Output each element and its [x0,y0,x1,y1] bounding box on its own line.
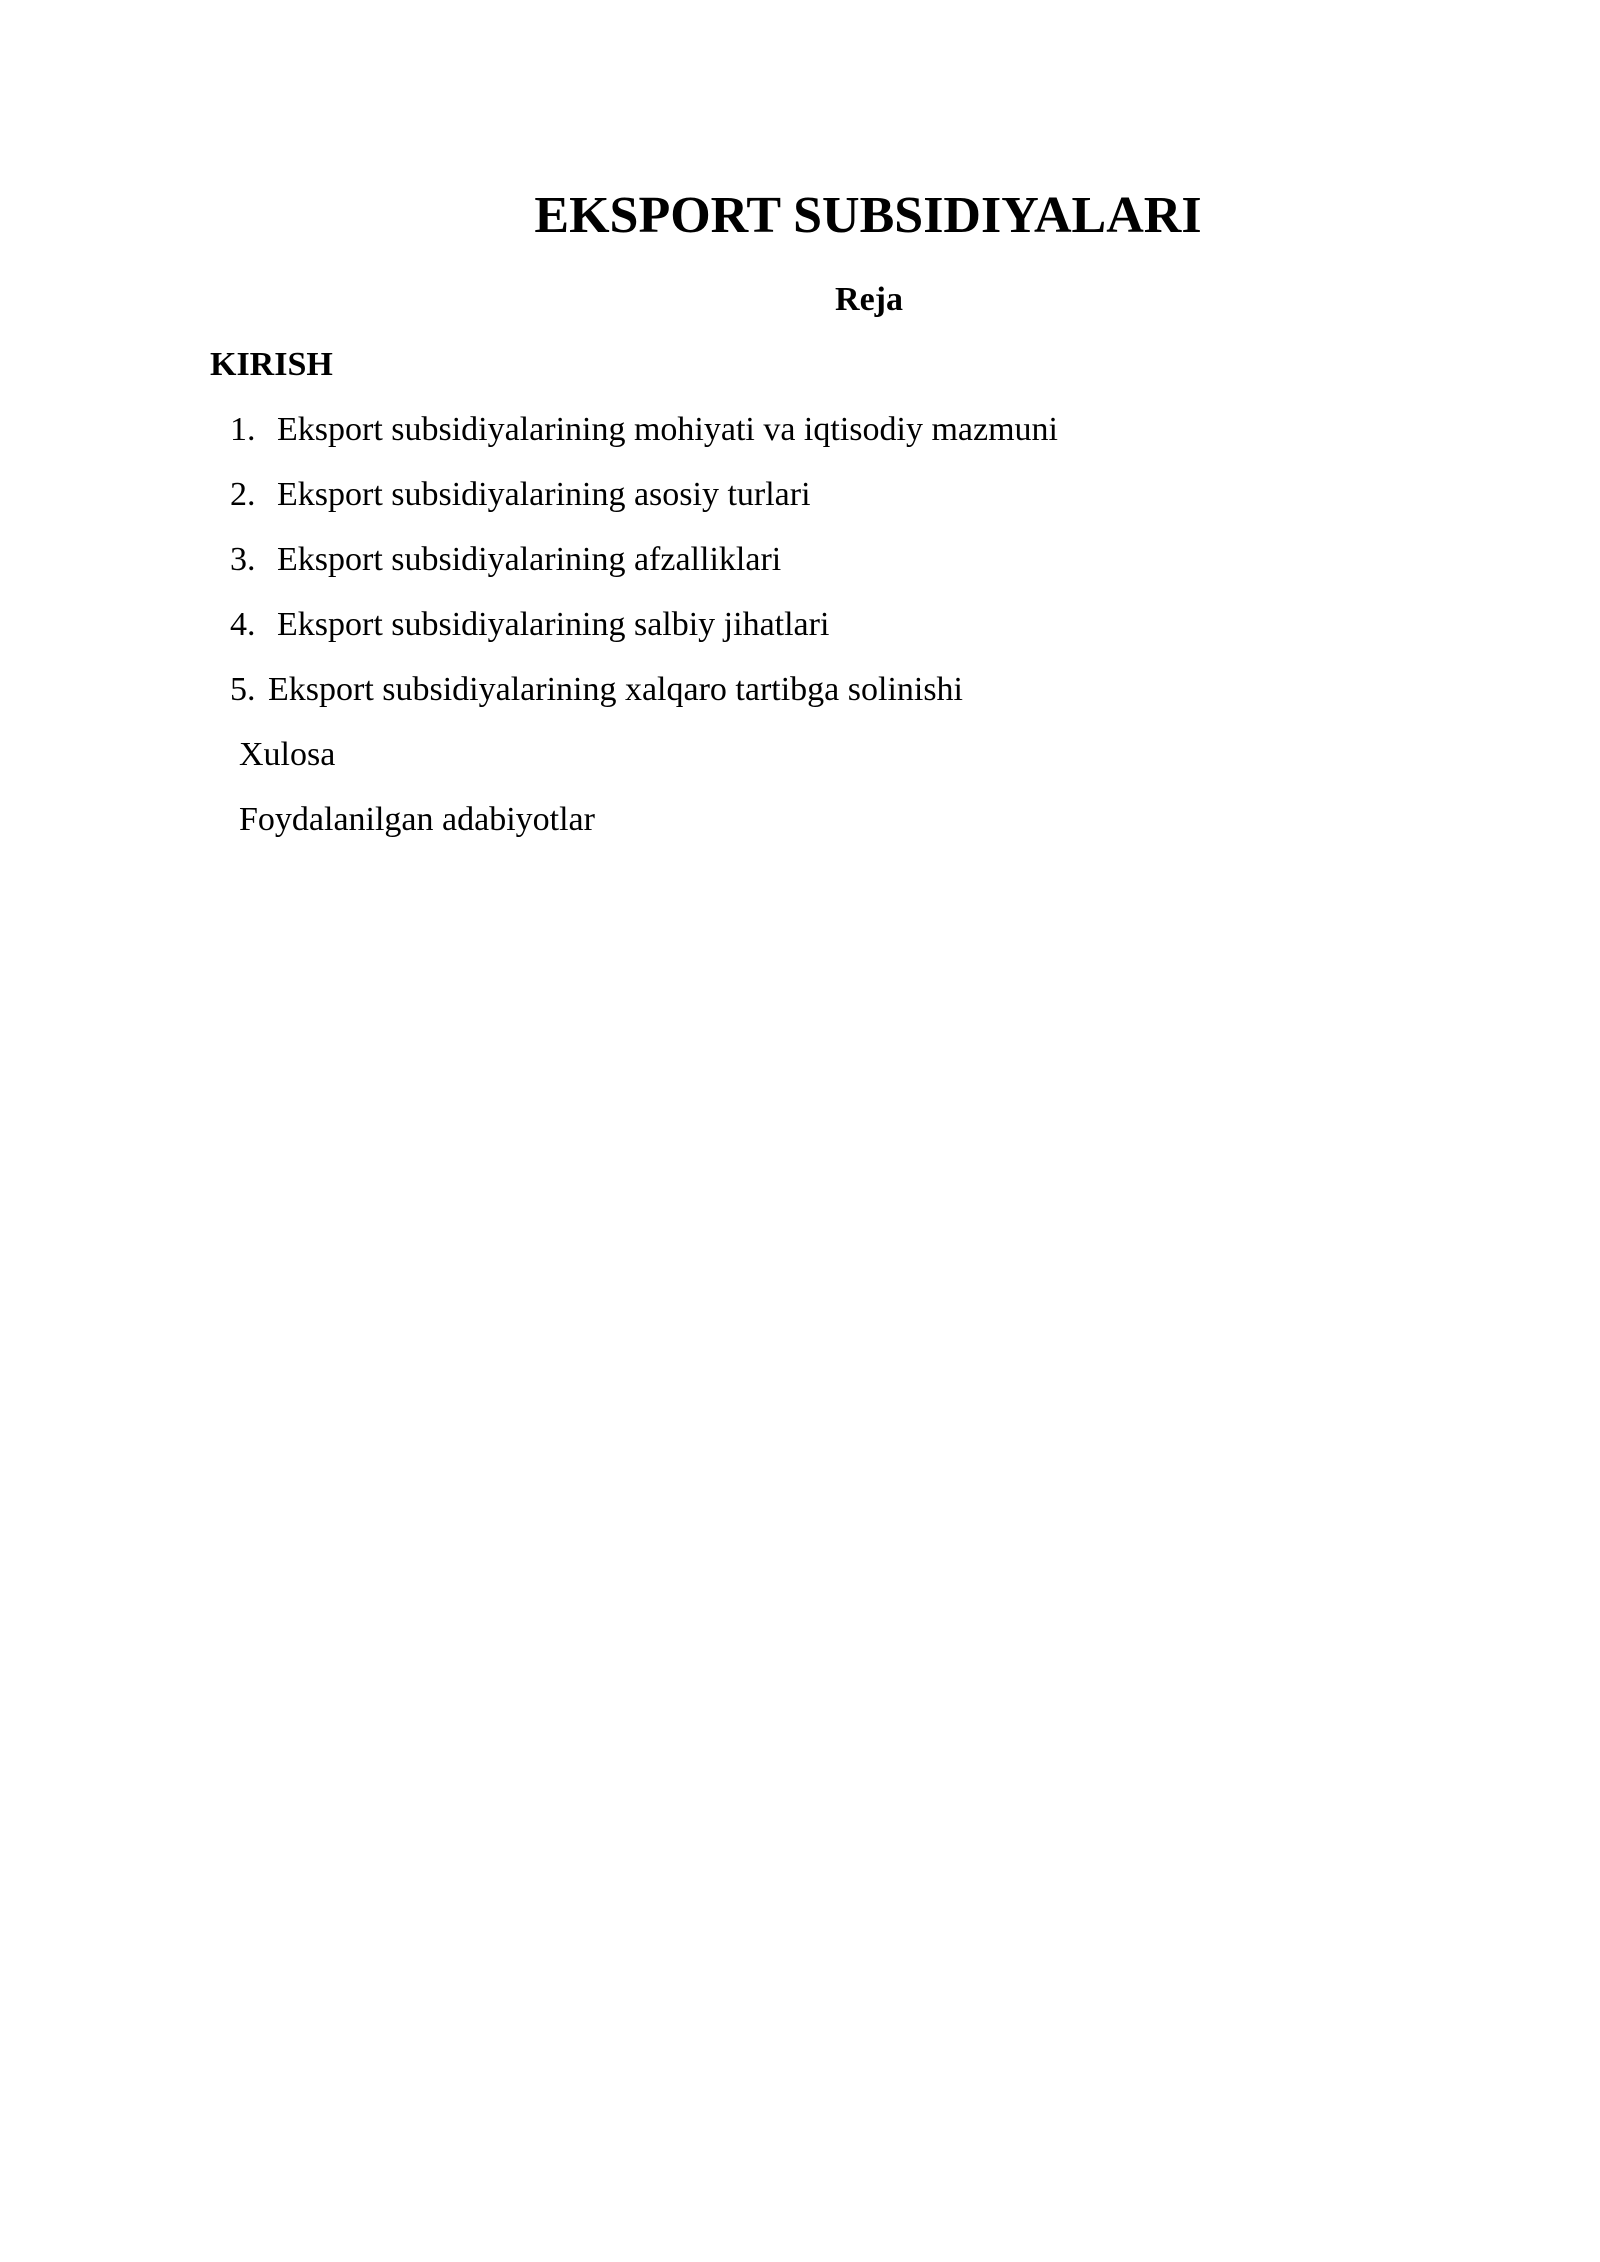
toc-item-number: 5. [230,671,256,708]
toc-item-1 [230,407,1058,453]
toc-item-text: Eksport subsidiyalarining salbiy jihatlari [277,606,830,643]
plan-heading: Reja [835,281,903,318]
toc-item-number: 1. [230,411,256,448]
references-item: Foydalanilgan adabiyotlar [239,801,595,838]
conclusion-item: Xulosa [239,736,336,773]
toc-item-4 [230,602,829,648]
document-title: EKSPORT SUBSIDIYALARI [534,187,1202,244]
toc-item-text: Eksport subsidiyalarining xalqaro tartibga solinishi [268,671,964,708]
toc-item-number: 3. [230,541,256,578]
toc-item-number: 4. [230,606,256,643]
toc-item-5 [230,667,963,713]
toc-item-number: 2. [230,476,256,513]
toc-item-text: Eksport subsidiyalarining mohiyati va iqtisodiy mazmuni [277,411,1058,448]
toc-item-2 [230,472,811,518]
intro-heading: KIRISH [210,346,333,383]
toc-item-text: Eksport subsidiyalarining afzalliklari [277,541,782,578]
toc-item-text: Eksport subsidiyalarining asosiy turlari [277,476,811,513]
toc-item-3 [230,537,781,583]
